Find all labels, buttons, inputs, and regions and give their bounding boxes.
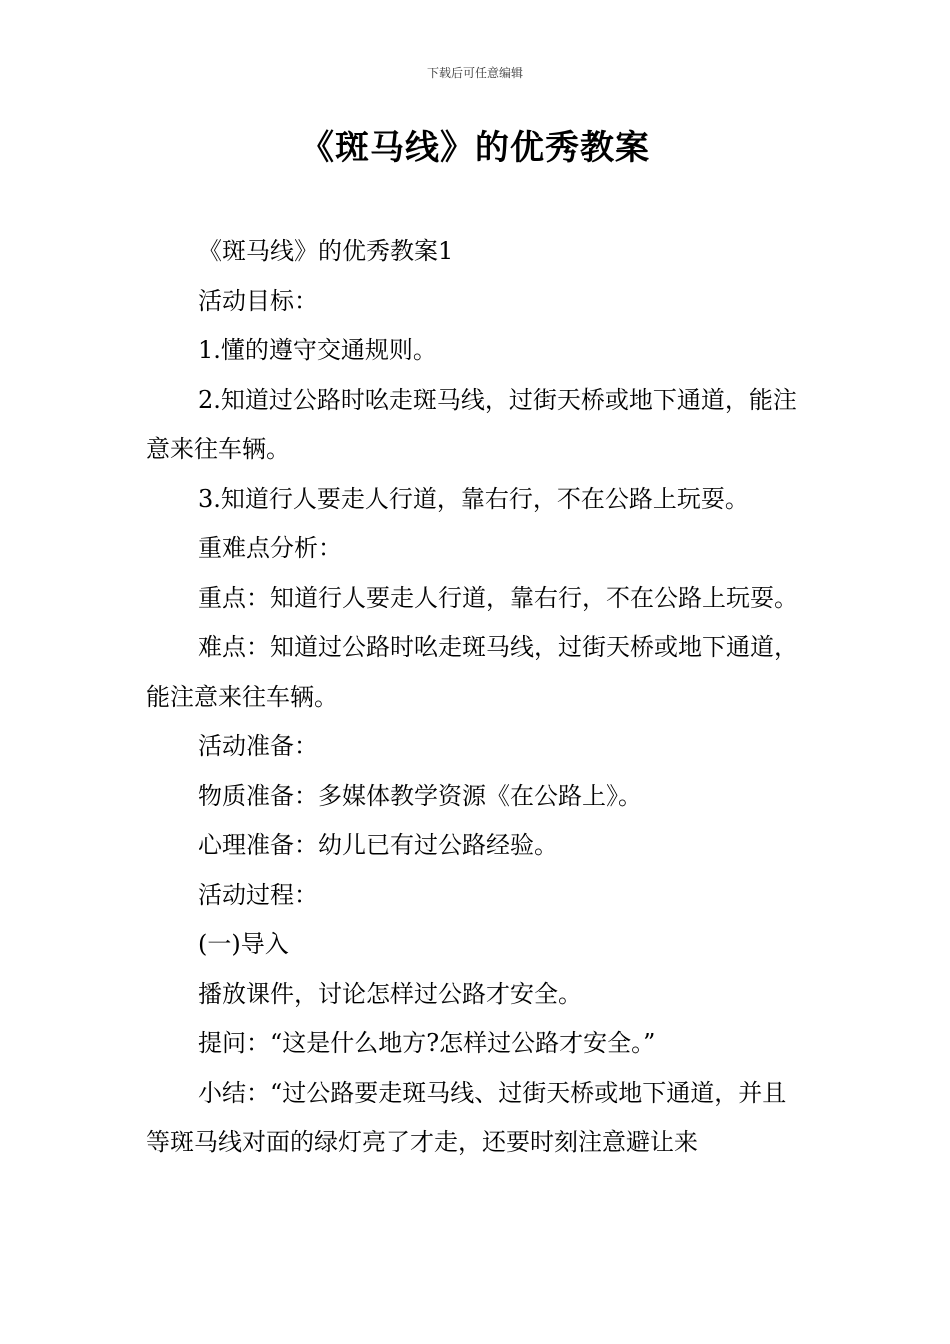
paragraph-goal-3: 3.知道行人要走人行道，靠右行，不在公路上玩耍。 xyxy=(198,484,749,513)
paragraph-process-heading: 活动过程： xyxy=(198,880,318,909)
paragraph-goal-1: 1.懂的遵守交通规则。 xyxy=(198,336,437,364)
document-title: 《斑马线》的优秀教案 xyxy=(300,128,650,168)
header-note: 下载后可任意编辑 xyxy=(426,66,523,80)
paragraph-section-heading: 《斑马线》的优秀教案1 xyxy=(198,237,454,265)
paragraph-key-point: 重点：知道行人要走人行道，靠右行，不在公路上玩耍。 xyxy=(198,583,798,612)
document-body xyxy=(146,227,810,1168)
paragraph-difficult-point: 难点：知道过公路时吆走斑马线，过街天桥或地下通道，能注意来往车辆。 xyxy=(146,633,798,711)
paragraph-introduction: (一)导入 xyxy=(198,930,289,958)
paragraph-mental-preparation: 心理准备：幼儿已有过公路经验。 xyxy=(198,831,558,859)
paragraph-material-preparation: 物质准备：多媒体教学资源《在公路上》。 xyxy=(198,781,642,810)
paragraph-summary: 小结：“过公路要走斑马线、过街天桥或地下通道，并且等斑马线对面的绿灯亮了才走，还要时刻注意避让来 xyxy=(146,1078,787,1156)
paragraph-goal-2: 2.知道过公路时吆走斑马线，过街天桥或地下通道，能注意来往车辆。 xyxy=(146,385,797,463)
paragraph-play-courseware: 播放课件，讨论怎样过公路才安全。 xyxy=(198,979,582,1008)
paragraph-question: 提问：“这是什么地方?怎样过公路才安全。” xyxy=(198,1029,656,1057)
paragraph-goals-heading: 活动目标： xyxy=(198,286,318,315)
paragraph-analysis-heading: 重难点分析： xyxy=(198,534,342,562)
paragraph-preparation-heading: 活动准备： xyxy=(198,732,318,760)
